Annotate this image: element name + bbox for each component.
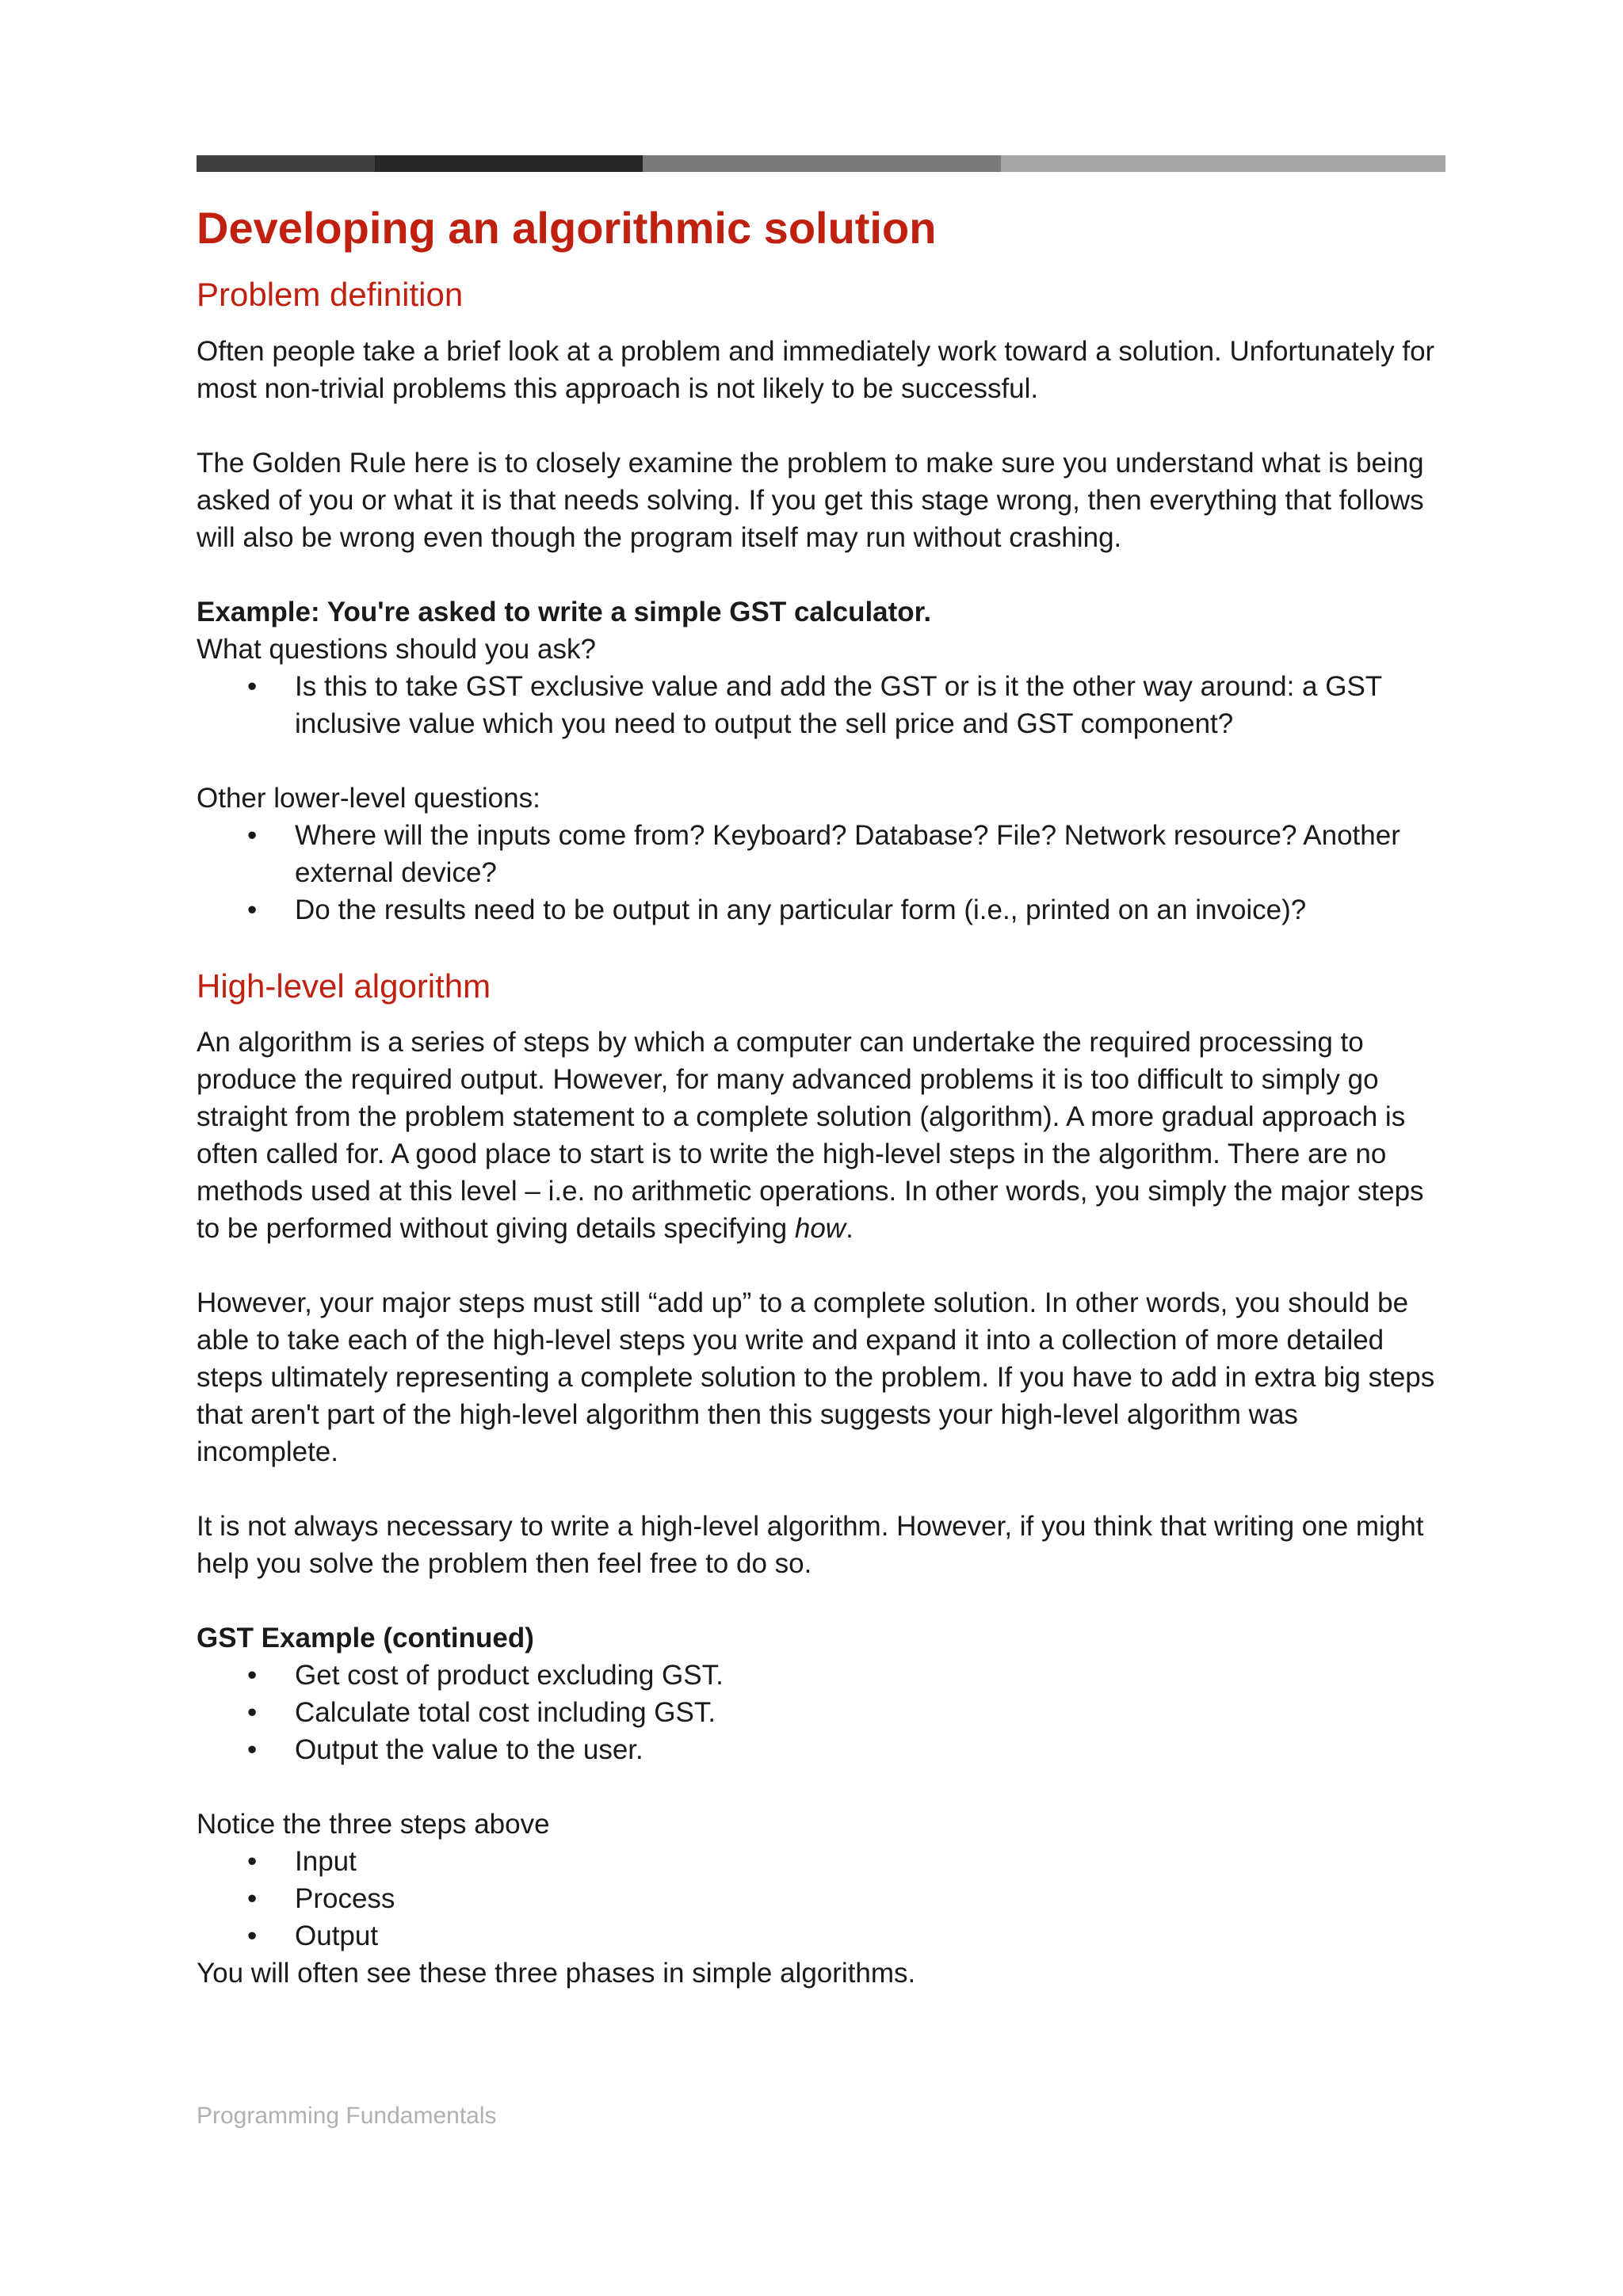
bullet-icon: • (247, 1734, 258, 1766)
paragraph: What questions should you ask? (197, 633, 596, 665)
paragraph: Other lower-level questions: (197, 782, 540, 814)
paragraph (197, 1024, 1445, 1247)
paragraph: You will often see these three phases in simple algorithms. (197, 1958, 916, 1989)
bullet-list (197, 817, 1445, 929)
list-item (197, 1917, 1445, 1955)
list-item (197, 1694, 1445, 1731)
bullet-icon: • (247, 894, 258, 925)
list-item-text: Output the value to the user. (295, 1734, 643, 1766)
bullet-list (197, 1843, 1445, 1955)
paragraph: Often people take a brief look at a problem and immediately work toward a solution. Unfortunately for most non-trivial problems this approach is not likely to be successful. (197, 335, 1435, 404)
header-color-bar (197, 155, 1445, 172)
list-item-text: Do the results need to be output in any particular form (i.e., printed on an invoice)? (295, 894, 1307, 925)
paragraph: It is not always necessary to write a high-level algorithm. However, if you think that writing one might help you solve the problem then feel free to do so. (197, 1511, 1424, 1580)
list-item-text: Output (295, 1920, 379, 1952)
header-bar-segment (375, 155, 643, 172)
bullet-icon: • (247, 1883, 258, 1915)
list-item-text: Is this to take GST exclusive value and add the GST or is it the other way around: a GST inclusive value which you need to output the sell price and GST component? (295, 670, 1382, 739)
section-heading-high-level-algorithm: High-level algorithm (197, 967, 491, 1005)
italic-text: how (794, 1213, 846, 1245)
example-heading: GST Example (continued) (197, 1623, 534, 1654)
bullet-icon: • (247, 1920, 258, 1952)
list-item-text: Get cost of product excluding GST. (295, 1660, 724, 1691)
header-bar-segment (197, 155, 375, 172)
page-title: Developing an algorithmic solution (197, 203, 937, 253)
section-heading-problem-definition: Problem definition (197, 276, 464, 313)
paragraph: Notice the three steps above (197, 1809, 550, 1840)
example-heading: Example: You're asked to write a simple GST calculator. (197, 596, 932, 627)
paragraph: However, your major steps must still “add up” to a complete solution. In other words, you should be able to take each of the high-level steps you write and expand it into a collection of more detailed steps ultimately representing a complete solution to the problem. If you have to add in extra big steps that aren't part of the high-level algorithm then this suggests your high-level algorithm was incomplete. (197, 1287, 1435, 1468)
header-bar-segment (1001, 155, 1445, 172)
list-item (197, 891, 1445, 929)
list-item-text: Where will the inputs come from? Keyboard? Database? File? Network resource? Another external device? (295, 819, 1400, 888)
paragraph: The Golden Rule here is to closely examine the problem to make sure you understand what is being asked of you or what it is that needs solving. If you get this stage wrong, then everything that follows will also be wrong even though the program itself may run without crashing. (197, 447, 1424, 553)
list-item (197, 817, 1445, 891)
bullet-list (197, 1657, 1445, 1768)
bullet-icon: • (247, 1660, 258, 1691)
document-page (197, 155, 1445, 1992)
bullet-list (197, 668, 1445, 742)
list-item (197, 1880, 1445, 1917)
list-item (197, 1657, 1445, 1694)
list-item-text: Input (295, 1846, 357, 1878)
paragraph-text: An algorithm is a series of steps by which a computer can undertake the required processing to produce the required output. However, for many advanced problems it is too difficult to simply go straight from the problem statement to a complete solution (algorithm). A more gradual approach is often called for. A good place to start is to write the high-level steps in the algorithm. There are no methods used at this level – i.e. no arithmetic operations. In other words, you simply the major steps to be performed without giving details specifying (197, 1027, 1424, 1245)
page-footer: Programming Fundamentals (197, 2103, 497, 2129)
bullet-icon: • (247, 670, 258, 702)
list-item (197, 1731, 1445, 1768)
list-item (197, 668, 1445, 742)
list-item-text: Calculate total cost including GST. (295, 1697, 716, 1729)
list-item (197, 1843, 1445, 1880)
bullet-icon: • (247, 1846, 258, 1878)
bullet-icon: • (247, 1697, 258, 1729)
paragraph-text: . (846, 1213, 854, 1245)
header-bar-segment (643, 155, 1001, 172)
list-item-text: Process (295, 1883, 395, 1915)
bullet-icon: • (247, 819, 258, 851)
